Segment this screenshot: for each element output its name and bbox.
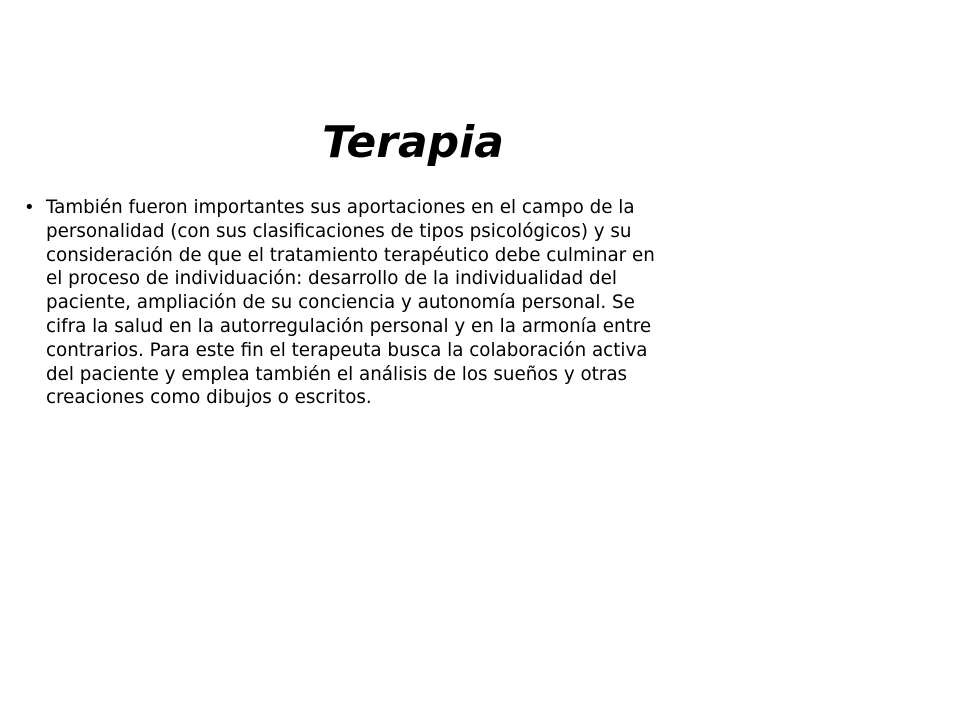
bullet-marker: • <box>24 197 35 218</box>
bullet-text-line: paciente, ampliación de su conciencia y autonomía personal. Se <box>46 292 635 314</box>
bullet-text-line: cifra la salud en la autorregulación personal y en la armonía entre <box>46 315 652 337</box>
bullet-text-line: el proceso de individuación: desarrollo de la individualidad del <box>46 268 617 290</box>
bullet-text-line: consideración de que el tratamiento terapéutico debe culminar en <box>46 244 655 266</box>
bullet-text-line: contrarios. Para este fin el terapeuta busca la colaboración activa <box>46 339 648 361</box>
bullet-item <box>24 196 714 410</box>
bullet-text <box>46 196 714 410</box>
bullet-text-line: personalidad (con sus clasificaciones de tipos psicológicos) y su <box>46 220 632 242</box>
slide-title: Terapia <box>322 117 504 168</box>
bullet-text-line: También fueron importantes sus aportaciones en el campo de la <box>46 197 635 218</box>
bullet-text-line: creaciones como dibujos o escritos. <box>46 387 372 409</box>
bullet-text-line: del paciente y emplea también el análisis de los sueños y otras <box>46 363 628 385</box>
bullet-list <box>24 196 714 410</box>
